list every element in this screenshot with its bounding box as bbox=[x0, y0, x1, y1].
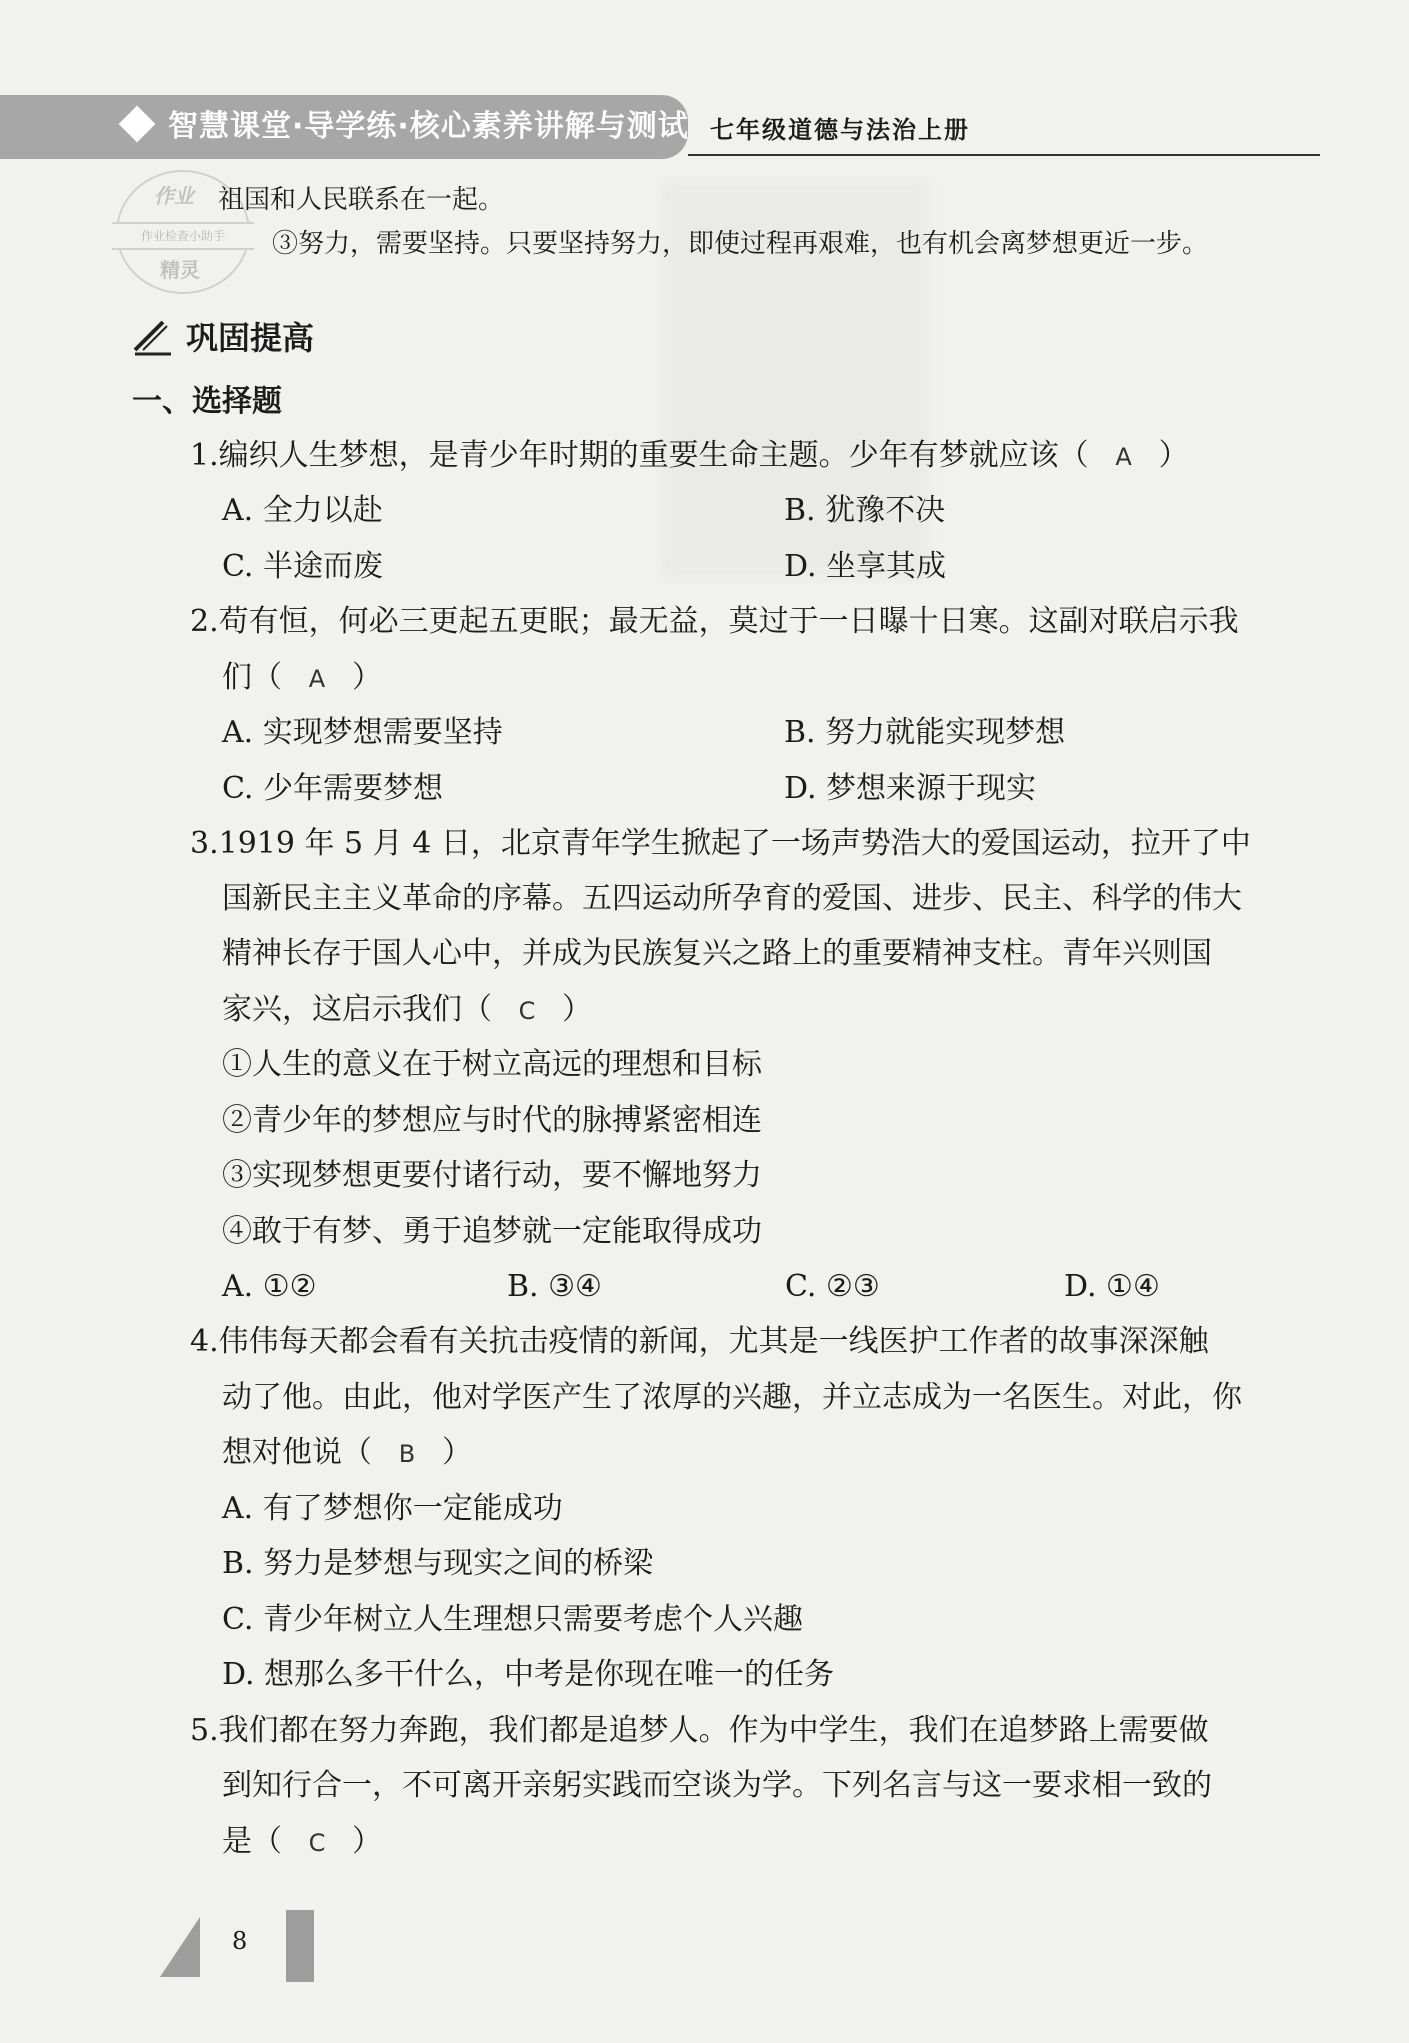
carryover-line-2: ③努力，需要坚持。只要坚持努力，即使过程再艰难，也有机会离梦想更近一步。 bbox=[272, 229, 1209, 259]
question-3-stem-cont: 精神长存于国人心中，并成为民族复兴之路上的重要精神支柱。青年兴则国 bbox=[222, 936, 1212, 971]
option-b: B. ③④ bbox=[507, 1269, 602, 1304]
option-a: A. 有了梦想你一定能成功 bbox=[222, 1491, 563, 1526]
question-5-stem-cont bbox=[222, 1820, 382, 1865]
option-b: B. 努力就能实现梦想 bbox=[784, 715, 1066, 750]
option-b: B. 努力是梦想与现实之间的桥梁 bbox=[222, 1546, 654, 1581]
statement-4: ④敢于有梦、勇于追梦就一定能取得成功 bbox=[222, 1214, 762, 1249]
option-d: D. 梦想来源于现实 bbox=[784, 771, 1037, 806]
statement-2: ②青少年的梦想应与时代的脉搏紧密相连 bbox=[222, 1103, 762, 1138]
stem-close: ） bbox=[1158, 438, 1189, 473]
option-a: A. ①② bbox=[222, 1269, 317, 1304]
header-rule bbox=[688, 154, 1320, 156]
option-a: A. 全力以赴 bbox=[222, 493, 383, 528]
question-4-stem-cont bbox=[222, 1431, 472, 1476]
question-3-stem-cont: 国新民主主义革命的序幕。五四运动所孕育的爱国、进步、民主、科学的伟大 bbox=[222, 881, 1242, 916]
question-2-stem-cont bbox=[222, 656, 382, 701]
stamp-bottom-text: 精灵 bbox=[160, 258, 200, 282]
option-c: C. ②③ bbox=[785, 1269, 880, 1304]
option-d: D. ①④ bbox=[1064, 1269, 1160, 1304]
answer-mark: C bbox=[518, 997, 536, 1025]
question-3-stem-cont bbox=[222, 988, 592, 1033]
answer-mark: B bbox=[398, 1440, 416, 1468]
stem-text: 想对他说（ bbox=[222, 1435, 372, 1470]
answer-mark: C bbox=[308, 1829, 326, 1857]
stem-close: ） bbox=[562, 992, 592, 1027]
footer-triangle bbox=[160, 1917, 200, 1977]
question-1-stem bbox=[190, 434, 1189, 479]
footer-bar bbox=[286, 1910, 314, 1982]
option-a: A. 实现梦想需要坚持 bbox=[222, 715, 503, 750]
option-b: B. 犹豫不决 bbox=[784, 493, 946, 528]
question-4-stem-cont: 动了他。由此，他对学医产生了浓厚的兴趣，并立志成为一名医生。对此，你 bbox=[222, 1380, 1242, 1415]
answer-mark: A bbox=[308, 665, 326, 693]
section-title: 巩固提高 bbox=[186, 319, 315, 357]
question-3-stem: 3.1919 年 5 月 4 日，北京青年学生掀起了一场声势浩大的爱国运动，拉开了中 bbox=[190, 826, 1251, 861]
question-4-stem: 4.伟伟每天都会看有关抗击疫情的新闻，尤其是一线医护工作者的故事深深触 bbox=[190, 1324, 1209, 1359]
series-title: 智慧课堂·导学练·核心素养讲解与测试 bbox=[168, 109, 689, 144]
part-title: 一、选择题 bbox=[132, 384, 282, 419]
question-5-stem-cont: 到知行合一，不可离开亲躬实践而空谈为学。下列名言与这一要求相一致的 bbox=[222, 1768, 1212, 1803]
stamp-middle-text: 作业检查小助手 bbox=[112, 222, 254, 250]
stem-close: ） bbox=[442, 1435, 472, 1470]
option-c: C. 青少年树立人生理想只需要考虑个人兴趣 bbox=[222, 1602, 803, 1637]
option-d: D. 想那么多干什么，中考是你现在唯一的任务 bbox=[222, 1657, 835, 1692]
question-2-stem: 2.苟有恒，何必三更起五更眠；最无益，莫过于一日曝十日寒。这副对联启示我 bbox=[190, 604, 1239, 639]
stem-close: ） bbox=[352, 1824, 382, 1859]
statement-1: ①人生的意义在于树立高远的理想和目标 bbox=[222, 1047, 762, 1082]
option-c: C. 半途而废 bbox=[222, 549, 383, 584]
question-5-stem: 5.我们都在努力奔跑，我们都是追梦人。作为中学生，我们在追梦路上需要做 bbox=[190, 1713, 1209, 1748]
book-title: 七年级道德与法治上册 bbox=[710, 116, 970, 144]
stem-text: 是（ bbox=[222, 1824, 282, 1859]
option-c: C. 少年需要梦想 bbox=[222, 771, 443, 806]
statement-3: ③实现梦想更要付诸行动，要不懈地努力 bbox=[222, 1158, 762, 1193]
answer-mark: A bbox=[1115, 443, 1132, 471]
stem-text: 们（ bbox=[222, 660, 282, 695]
stem-close: ） bbox=[352, 660, 382, 695]
pen-icon bbox=[133, 318, 181, 358]
stem-text: 1.编织人生梦想，是青少年时期的重要生命主题。少年有梦就应该（ bbox=[190, 438, 1089, 473]
carryover-line-1: 祖国和人民联系在一起。 bbox=[218, 185, 505, 215]
option-d: D. 坐享其成 bbox=[784, 549, 947, 584]
stamp-top-text: 作业 bbox=[154, 184, 194, 208]
stem-text: 家兴，这启示我们（ bbox=[222, 992, 492, 1027]
page-number: 8 bbox=[232, 1927, 248, 1955]
